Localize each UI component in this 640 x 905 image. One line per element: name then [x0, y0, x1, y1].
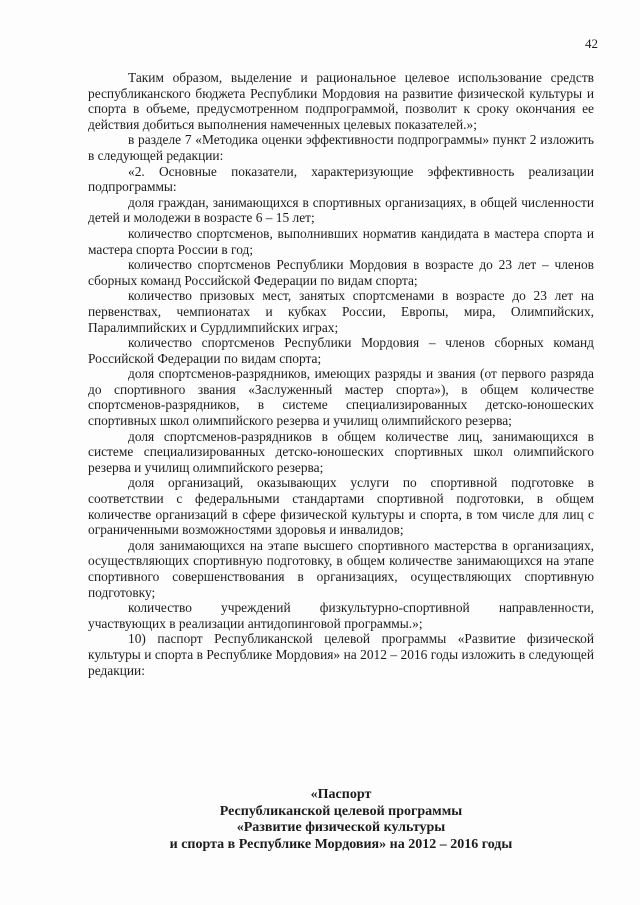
- paragraph-indicator: доля спортсменов-разрядников, имеющих разряды и звания (от первого разряда до спортивного звания «Заслуженный мастер спорта»), в общем количестве спортсменов-разрядников, в системе специализированных детско-юношеских спортивных школ олимпийского резерва и училищ олимпийского резерва;: [88, 366, 594, 429]
- paragraph-indicator: количество спортсменов Республики Мордовия – членов сборных команд Российской Федерации по видам спорта;: [88, 335, 594, 366]
- passport-title-line: «Развитие физической культуры: [236, 820, 446, 835]
- passport-title-line: «Паспорт: [310, 787, 372, 802]
- paragraph-indicator: доля занимающихся на этапе высшего спортивного мастерства в организациях, осуществляющих спортивную подготовку, в общем количестве занимающихся на этапе спортивного совершенствования в организациях, осуществляющих спортивную подготовку;: [88, 537, 594, 600]
- paragraph-passport-amendment: 10) паспорт Республиканской целевой программы «Развитие физической культуры и спорта в Республике Мордовия» на 2012 – 2016 годы изложить в следующей редакции:: [88, 631, 594, 678]
- paragraph-indicator: количество учреждений физкультурно-спортивной направленности, участвующих в реализации антидопинговой программы.»;: [88, 600, 594, 631]
- paragraph-indicator: количество призовых мест, занятых спортсменами в возрасте до 23 лет на первенствах, чемпионатах и кубках России, Европы, мира, Олимпийских, Паралимпийских и Сурдлимпийских играх;: [88, 288, 594, 335]
- paragraph-section-7-amendment: в разделе 7 «Методика оценки эффективности подпрограммы» пункт 2 изложить в следующей редакции:: [88, 132, 594, 163]
- paragraph-indicators-heading: «2. Основные показатели, характеризующие эффективность реализации подпрограммы:: [88, 163, 594, 195]
- document-body: [88, 70, 594, 678]
- paragraph-indicator: доля граждан, занимающихся в спортивных организациях, в общей численности детей и молодежи в возрасте 6 – 15 лет;: [88, 194, 594, 226]
- paragraph-conclusion: Таким образом, выделение и рациональное целевое использование средств республиканского бюджета Республики Мордовия на развитие физической культуры и спорта в объеме, предусмотренном подпрограммой, позволит к сроку окончания ее действия добиться выполнения намеченных целевых показателей.»;: [88, 70, 594, 132]
- paragraph-indicator: доля спортсменов-разрядников в общем количестве лиц, занимающихся в системе специализированных детско-юношеских спортивных школ олимпийского резерва и училищ олимпийского резерва;: [88, 428, 594, 475]
- passport-title-line: и спорта в Республике Мордовия» на 2012 – 2016 годы: [169, 836, 513, 852]
- paragraph-indicator: доля организаций, оказывающих услуги по спортивной подготовке в соответствии с федеральными стандартами спортивной подготовки, в общем количестве организаций в сфере физической культуры и спорта, в том числе для лиц с ограниченными возможностями здоровья и инвалидов;: [88, 475, 594, 538]
- passport-heading: [88, 787, 594, 853]
- paragraph-indicator: количество спортсменов Республики Мордовия в возрасте до 23 лет – членов сборных команд Российской Федерации по видам спорта;: [88, 257, 594, 288]
- paragraph-indicator: количество спортсменов, выполнивших норматив кандидата в мастера спорта и мастера спорта России в год;: [88, 225, 594, 257]
- passport-title-line: Республиканской целевой программы: [219, 803, 463, 819]
- page-number: 42: [585, 36, 598, 51]
